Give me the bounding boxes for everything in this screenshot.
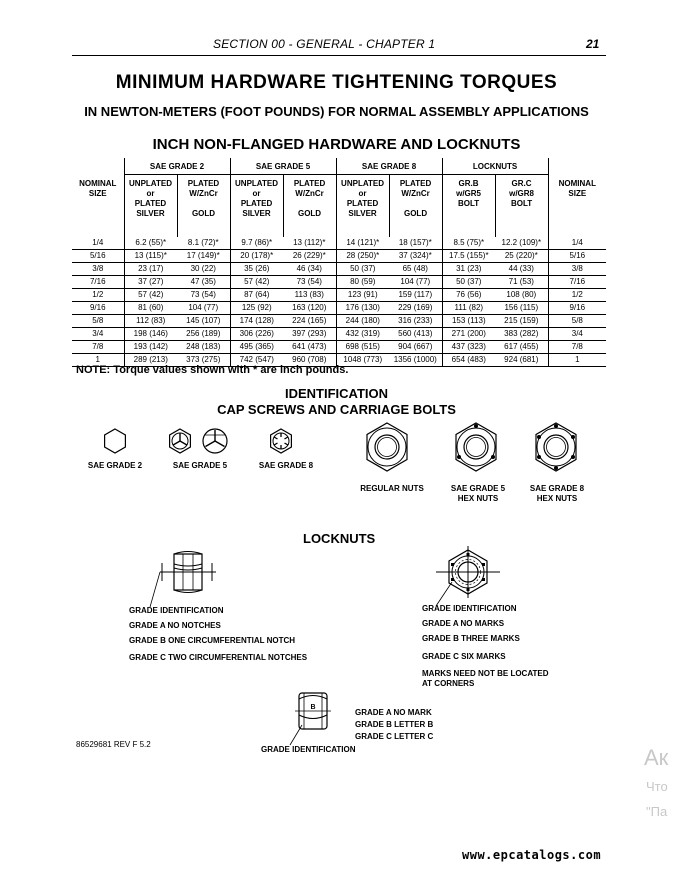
torque-cell: 244 (180) — [336, 315, 389, 328]
size-cell: 1/2 — [548, 289, 606, 302]
sae-grade-8-bolt-head-icon — [268, 428, 294, 454]
column-header: NOMINAL SIZE — [548, 175, 606, 238]
torque-cell: 113 (83) — [283, 289, 336, 302]
sae-grade-5-alt-bolt-head-icon — [202, 428, 228, 454]
torque-cell: 193 (142) — [124, 341, 177, 354]
torque-cell: 256 (189) — [177, 328, 230, 341]
size-cell: 9/16 — [548, 302, 606, 315]
torque-cell: 50 (37) — [442, 276, 495, 289]
table-row — [72, 302, 606, 315]
torque-cell: 111 (82) — [442, 302, 495, 315]
torque-cell: 50 (37) — [336, 263, 389, 276]
torque-cell: 229 (169) — [389, 302, 442, 315]
torque-cell: 198 (146) — [124, 328, 177, 341]
torque-cell: 432 (319) — [336, 328, 389, 341]
torque-cell: 904 (667) — [389, 341, 442, 354]
torque-cell: 437 (323) — [442, 341, 495, 354]
size-cell: 7/8 — [548, 341, 606, 354]
torque-cell: 13 (112)* — [293, 238, 326, 247]
torque-cell: 8.1 (72)* — [187, 238, 219, 247]
torque-cell: 153 (113) — [442, 315, 495, 328]
torque-cell: 14 (121)* — [336, 237, 389, 250]
torque-cell: 28 (250)* — [336, 250, 389, 263]
torque-cell: 215 (159) — [495, 315, 548, 328]
group-header: SAE GRADE 5 — [230, 158, 336, 175]
torque-cell: 176 (130) — [336, 302, 389, 315]
torque-cell: 46 (34) — [283, 263, 336, 276]
size-cell: 9/16 — [72, 302, 124, 315]
group-header: LOCKNUTS — [442, 158, 548, 175]
torque-cell: 57 (42) — [230, 276, 283, 289]
torque-cell: 112 (83) — [124, 315, 177, 328]
torque-cell: 44 (33) — [495, 263, 548, 276]
torque-cell: 397 (293) — [283, 328, 336, 341]
torque-cell: 73 (54) — [177, 289, 230, 302]
group-blank — [72, 158, 124, 175]
torque-cell: 159 (117) — [389, 289, 442, 302]
table-row — [72, 263, 606, 276]
marked-locknut-top-icon — [436, 546, 500, 608]
right-grade-b: GRADE B THREE MARKS — [422, 634, 520, 643]
torque-cell: 20 (178)* — [230, 250, 283, 263]
bottom-grade-letter: B — [310, 704, 316, 711]
torque-cell: 81 (60) — [124, 302, 177, 315]
size-cell: 3/8 — [72, 263, 124, 276]
torque-cell: 108 (80) — [495, 289, 548, 302]
table-row — [72, 289, 606, 302]
torque-cell: 71 (53) — [495, 276, 548, 289]
torque-cell: 373 (275) — [177, 354, 230, 367]
size-cell: 5/16 — [72, 250, 124, 263]
torque-cell: 23 (17) — [124, 263, 177, 276]
regular-nuts-label: REGULAR NUTS — [360, 484, 424, 493]
note-text: Torque values shown with * are inch pounds. — [113, 364, 349, 376]
torque-cell: 17 (149)* — [177, 250, 230, 263]
size-cell: 1 — [72, 354, 124, 367]
sae-grade-8-hex-nut-icon — [532, 422, 580, 472]
table-row — [72, 237, 606, 250]
sae-grade-2-label: SAE GRADE 2 — [87, 461, 143, 470]
torque-cell: 12.2 (109)* — [501, 238, 542, 247]
torque-cell: 316 (233) — [389, 315, 442, 328]
torque-cell: 224 (165) — [283, 315, 336, 328]
notched-locknut-side-icon — [150, 549, 230, 611]
torque-cell: 560 (413) — [389, 328, 442, 341]
torque-cell: 495 (365) — [230, 341, 283, 354]
torque-cell: 248 (183) — [177, 341, 230, 354]
table-row — [72, 341, 606, 354]
torque-cell: 289 (213) — [124, 354, 177, 367]
page-subtitle: IN NEWTON-METERS (FOOT POUNDS) FOR NORMAL ASSEMBLY APPLICATIONS — [84, 104, 589, 119]
table-row — [72, 250, 606, 263]
torque-cell: 174 (128) — [230, 315, 283, 328]
column-header: UNPLATED or PLATED SILVER — [336, 175, 389, 238]
column-header: PLATED W/ZnCr GOLD — [177, 175, 230, 238]
torque-cell: 163 (120) — [283, 302, 336, 315]
torque-cell: 742 (547) — [230, 354, 283, 367]
group-header: SAE GRADE 8 — [336, 158, 442, 175]
size-cell: 1/2 — [72, 289, 124, 302]
header-rule — [72, 55, 606, 56]
sae-grade-8-label: SAE GRADE 8 — [258, 461, 314, 470]
bottom-grade-c: GRADE C LETTER C — [355, 732, 434, 741]
sae-grade-5-bolt-head-icon — [167, 428, 193, 454]
identification-heading: IDENTIFICATION — [284, 386, 389, 401]
torque-cell: 25 (220)* — [495, 250, 548, 263]
torque-cell: 960 (708) — [283, 354, 336, 367]
torque-cell: 104 (77) — [177, 302, 230, 315]
size-cell: 3/4 — [72, 328, 124, 341]
watermark-line-1: Ак — [644, 745, 669, 770]
right-grade-identification: GRADE IDENTIFICATION — [422, 604, 517, 613]
lettered-locknut-icon — [290, 689, 336, 739]
size-cell: 5/16 — [548, 250, 606, 263]
torque-cell: 37 (324)* — [389, 250, 442, 263]
watermark-line-2: Что — [646, 779, 668, 794]
torque-cell: 125 (92) — [230, 302, 283, 315]
bottom-grade-a: GRADE A NO MARK — [355, 708, 432, 717]
torque-cell: 87 (64) — [230, 289, 283, 302]
torque-cell: 35 (26) — [230, 263, 283, 276]
group-blank — [548, 158, 606, 175]
torque-cell: 641 (473) — [283, 341, 336, 354]
table-row — [72, 328, 606, 341]
left-grade-a: GRADE A NO NOTCHES — [129, 621, 221, 630]
size-cell: 7/16 — [72, 276, 124, 289]
torque-cell: 617 (455) — [495, 341, 548, 354]
column-header: GR.B w/GR5 BOLT — [442, 175, 495, 238]
torque-cell: 271 (200) — [442, 328, 495, 341]
torque-note — [76, 364, 348, 376]
regular-nut-icon — [363, 422, 411, 472]
torque-cell: 145 (107) — [177, 315, 230, 328]
column-header: PLATED W/ZnCr GOLD — [283, 175, 336, 238]
left-grade-c: GRADE C TWO CIRCUMFERENTIAL NOTCHES — [129, 653, 308, 662]
torque-cell: 698 (515) — [336, 341, 389, 354]
group-header: SAE GRADE 2 — [124, 158, 230, 175]
torque-cell: 47 (35) — [177, 276, 230, 289]
torque-cell: 17.5 (155)* — [442, 250, 495, 263]
size-cell: 7/16 — [548, 276, 606, 289]
size-cell: 3/4 — [548, 328, 606, 341]
torque-cell: 18 (157)* — [398, 238, 432, 247]
torque-table — [72, 158, 606, 367]
torque-cell: 80 (59) — [336, 276, 389, 289]
identification-subheading: CAP SCREWS AND CARRIAGE BOLTS — [217, 402, 456, 417]
page-number: 21 — [586, 37, 600, 51]
sae-grade-2-bolt-head-icon — [102, 428, 128, 454]
left-grade-identification: GRADE IDENTIFICATION — [129, 606, 224, 615]
column-header: UNPLATED or PLATED SILVER — [124, 175, 177, 238]
size-cell: 3/8 — [548, 263, 606, 276]
column-header: PLATED W/ZnCr GOLD — [389, 175, 442, 238]
torque-cell: 9.7 (86)* — [230, 237, 283, 250]
size-cell: 1/4 — [92, 238, 104, 247]
torque-cell: 1356 (1000) — [389, 354, 442, 367]
torque-cell: 37 (27) — [124, 276, 177, 289]
sae-grade-8-hex-nuts-label: SAE GRADE 8 HEX NUTS — [529, 484, 585, 503]
table-row — [72, 315, 606, 328]
site-watermark: www.epcatalogs.com — [462, 848, 602, 862]
left-grade-b: GRADE B ONE CIRCUMFERENTIAL NOTCH — [129, 636, 296, 645]
section-title: SECTION 00 - GENERAL - CHAPTER 1 — [213, 37, 436, 51]
page-title: MINIMUM HARDWARE TIGHTENING TORQUES — [115, 72, 558, 93]
torque-cell: 383 (282) — [495, 328, 548, 341]
bottom-grade-identification: GRADE IDENTIFICATION — [261, 745, 356, 754]
torque-cell: 654 (483) — [442, 354, 495, 367]
size-cell: 1 — [548, 354, 606, 367]
right-grade-a: GRADE A NO MARKS — [422, 619, 505, 628]
torque-cell: 30 (22) — [177, 263, 230, 276]
column-header: GR.C w/GR8 BOLT — [495, 175, 548, 238]
identification-title — [0, 386, 673, 418]
column-header: UNPLATED or PLATED SILVER — [230, 175, 283, 238]
table-row — [72, 276, 606, 289]
torque-cell: 76 (56) — [442, 289, 495, 302]
note-label: NOTE: — [76, 364, 111, 376]
torque-cell: 306 (226) — [230, 328, 283, 341]
torque-cell: 104 (77) — [389, 276, 442, 289]
torque-cell: 1048 (773) — [336, 354, 389, 367]
torque-cell: 73 (54) — [283, 276, 336, 289]
sae-grade-5-hex-nut-icon — [452, 422, 500, 472]
torque-cell: 26 (229)* — [283, 250, 336, 263]
size-cell: 1/4 — [548, 237, 606, 250]
bottom-grade-b: GRADE B LETTER B — [355, 720, 434, 729]
torque-cell: 57 (42) — [124, 289, 177, 302]
right-grade-c: GRADE C SIX MARKS — [422, 652, 506, 661]
size-cell: 5/8 — [548, 315, 606, 328]
watermark-line-3: "Па — [646, 804, 668, 819]
torque-cell: 31 (23) — [442, 263, 495, 276]
torque-cell: 123 (91) — [336, 289, 389, 302]
sae-grade-5-hex-nuts-label: SAE GRADE 5 HEX NUTS — [450, 484, 506, 503]
column-header: NOMINAL SIZE — [79, 178, 117, 198]
table-title: INCH NON-FLANGED HARDWARE AND LOCKNUTS — [152, 136, 521, 153]
revision-code: 86529681 REV F 5.2 — [76, 740, 151, 749]
size-cell: 5/8 — [72, 315, 124, 328]
torque-cell: 924 (681) — [495, 354, 548, 367]
torque-cell: 156 (115) — [495, 302, 548, 315]
sae-grade-5-label: SAE GRADE 5 — [172, 461, 228, 470]
torque-cell: 8.5 (75)* — [442, 237, 495, 250]
torque-cell: 13 (115)* — [124, 250, 177, 263]
locknuts-title: LOCKNUTS — [303, 531, 376, 546]
size-cell: 7/8 — [72, 341, 124, 354]
right-marks-note: MARKS NEED NOT BE LOCATED AT CORNERS — [422, 669, 549, 688]
torque-cell: 65 (48) — [389, 263, 442, 276]
torque-cell: 6.2 (55)* — [124, 237, 177, 250]
